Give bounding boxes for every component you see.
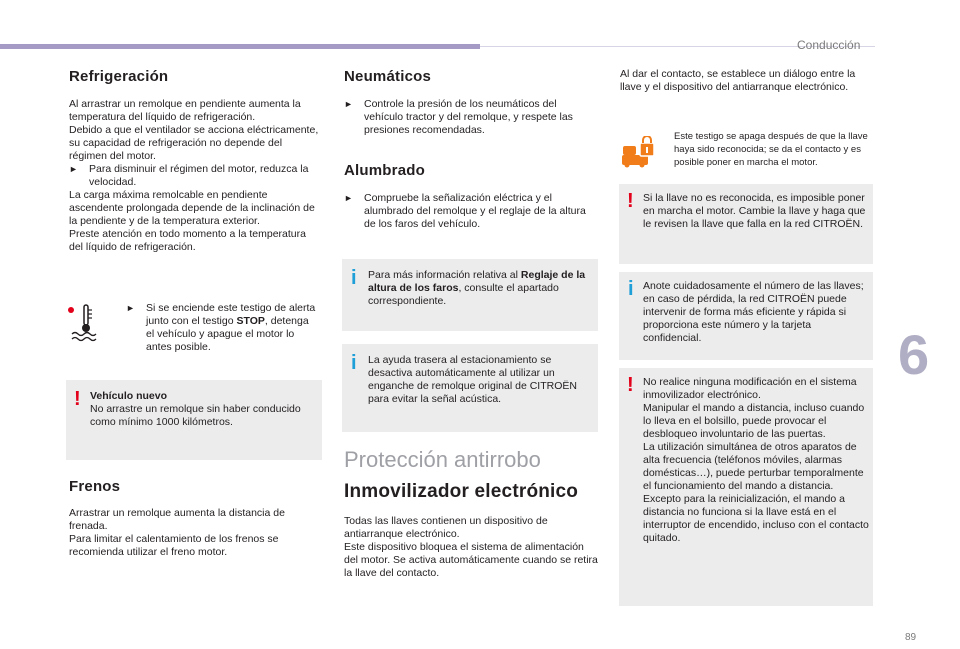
section-title: Conducción — [797, 38, 861, 52]
frenos-section — [69, 478, 319, 559]
headlamp-info-a: Para más información relativa al — [368, 269, 521, 281]
new-vehicle-warning-title: Vehículo nuevo — [90, 390, 168, 402]
immobiliser-warning-box — [619, 368, 873, 606]
immobiliser-warning-line: No realice ninguna modificación en el sistema inmovilizador electrónico. — [643, 376, 857, 401]
key-number-info-text: Anote cuidadosamente el número de las llaves; en caso de pérdida, la red CITROËN puede intervenir de forma más eficiente y rápida si proporciona este número y la tarjeta confidencial. — [643, 280, 864, 344]
immobiliser-warning-line: Manipular el mando a distancia, incluso cuando lo lleva en el bolsillo, puede provocar el desbloqueo involuntario de las puertas. — [643, 402, 865, 440]
frenos-p1: Arrastrar un remolque aumenta la distancia de frenada. — [69, 507, 285, 532]
headlamp-info-text — [368, 269, 590, 308]
bullet-arrow-icon: ► — [344, 193, 353, 203]
refrigeracion-bullet-text: Para disminuir el régimen del motor, reduzca la velocidad. — [89, 163, 309, 188]
refrigeracion-p2: Debido a que el ventilador se acciona eléctricamente, su capacidad de refrigeración no depende del régimen del motor. — [69, 124, 319, 162]
alumbrado-title: Alumbrado — [344, 162, 425, 179]
antirrobo-p1: Todas las llaves contienen un dispositivo de antiarranque electrónico. — [344, 515, 548, 540]
new-vehicle-warning-box — [66, 380, 322, 460]
coolant-text-b: , detenga el vehículo y apague el motor lo antes posible. — [146, 315, 309, 353]
immobiliser-warning-line: La utilización simultánea de otros aparatos de alta frecuencia (teléfonos móviles, alarmas domésticas…), puede perturbar temporalmente el funcionamiento del mando a distancia. — [643, 441, 864, 492]
immobiliser-warning-content — [643, 376, 869, 545]
coolant-text — [146, 302, 316, 354]
unrecognized-key-warning-text: Si la llave no es reconocida, es imposible poner en marcha el motor. Cambie la llave y haga que le revisen la llave que falla en la red CITROËN. — [643, 192, 866, 230]
refrigeracion-bullet — [69, 163, 319, 189]
refrigeracion-title: Refrigeración — [69, 68, 169, 85]
antirrobo-p2: Este dispositivo bloquea el sistema de alimentación del motor. Se activa automáticamente cuando se retira la llave del contacto. — [344, 541, 598, 579]
immobiliser-lamp-text: Este testigo se apaga después de que la llave haya sido reconocida; se da el contacto y es posible poner en marcha el motor. — [674, 131, 868, 168]
refrigeracion-section — [69, 68, 319, 254]
alumbrado-section — [344, 162, 594, 231]
exclamation-icon: ! — [627, 190, 634, 212]
key-number-info-box — [619, 272, 873, 360]
antirrobo-section — [344, 447, 599, 580]
refrigeracion-p1: Al arrastrar un remolque en pendiente aumenta la temperatura del líquido de refrigeración. — [69, 98, 301, 123]
coolant-note — [126, 302, 316, 354]
new-vehicle-warning-text: No arrastre un remolque sin haber conducido como mínimo 1000 kilómetros. — [90, 403, 301, 428]
coolant-temperature-icon — [66, 302, 106, 342]
alumbrado-bullet-text: Compruebe la señalización eléctrica y el alumbrado del remolque y el reglaje de la altura de los faros del vehículo. — [364, 192, 586, 230]
coolant-bullet — [126, 302, 316, 354]
exclamation-icon: ! — [74, 388, 81, 410]
stop-keyword: STOP — [236, 315, 265, 327]
frenos-title: Frenos — [69, 478, 121, 495]
neumaticos-bullet — [344, 98, 594, 137]
frenos-p2: Para limitar el calentamiento de los frenos se recomienda utilizar el freno motor. — [69, 533, 279, 558]
parking-info-text: La ayuda trasera al estacionamiento se desactiva automáticamente al utilizar un enganche de remolque original de CITROËN para evitar la señal acústica. — [368, 354, 577, 405]
neumaticos-bullet-text: Controle la presión de los neumáticos del vehículo tractor y del remolque, y respete las presiones recomendadas. — [364, 98, 573, 136]
info-icon: i — [628, 278, 634, 300]
page-number: 89 — [905, 632, 917, 643]
antirrobo-title: Protección antirrobo — [344, 447, 541, 472]
unrecognized-key-warning-box — [619, 184, 873, 264]
refrigeracion-p4: Preste atención en todo momento a la temperatura del líquido de refrigeración. — [69, 228, 306, 253]
info-icon: i — [351, 352, 357, 374]
bullet-arrow-icon: ► — [69, 164, 78, 174]
antirrobo-subtitle: Inmovilizador electrónico — [344, 481, 579, 502]
header-accent-bar — [0, 44, 480, 49]
exclamation-icon: ! — [627, 374, 634, 396]
dialogo-paragraph — [620, 68, 870, 94]
info-icon: i — [351, 267, 357, 289]
chapter-number: 6 — [898, 323, 930, 386]
parking-info-box — [342, 344, 598, 432]
bullet-arrow-icon: ► — [126, 303, 135, 313]
dialogo-text: Al dar el contacto, se establece un diálogo entre la llave y el dispositivo del antiarranque electrónico. — [620, 68, 856, 93]
immobiliser-warning-line: Excepto para la reinicialización, el mando a distancia no funciona si la llave está en el interruptor de encendido, incluso con el contacto quitado. — [643, 493, 869, 544]
neumaticos-section — [344, 68, 594, 137]
new-vehicle-warning-content — [90, 390, 316, 429]
coolant-text-a: Si se enciende este testigo de alerta junto con el testigo — [146, 302, 316, 327]
neumaticos-title: Neumáticos — [344, 68, 432, 85]
bullet-arrow-icon: ► — [344, 99, 353, 109]
headlamp-info-b: , consulte el apartado correspondiente. — [368, 282, 559, 307]
headlamp-info-link: Reglaje de la altura de los faros — [368, 269, 586, 294]
headlamp-info-box — [342, 259, 598, 331]
immobiliser-lamp-icon — [620, 136, 660, 168]
alumbrado-bullet — [344, 192, 594, 231]
refrigeracion-p3: La carga máxima remolcable en pendiente ascendente prolongada depende de la inclinación de la pendiente y de la temperatura exterior. — [69, 189, 315, 227]
